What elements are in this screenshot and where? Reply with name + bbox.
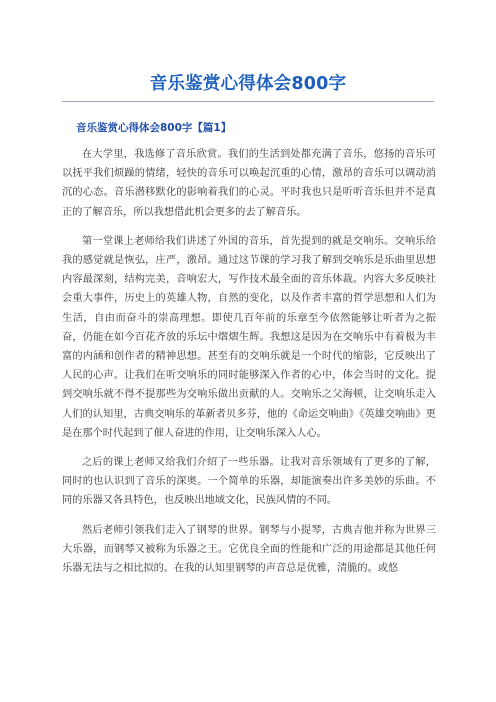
- section-heading: 音乐鉴赏心得体会800字【篇1】: [76, 122, 232, 134]
- paragraph: 第一堂课上老师给我们讲述了外国的音乐，首先提到的就是交响乐。交响乐给我的感觉就是恢弘，庄严，激昂。通过这节课的学习我了解到交响乐是乐曲里思想内容最深刻，结构完美，音响宏大，写作技术最全面的音乐体裁。内容大多反映社会重大事件，历史上的英雄人物，自然的变化，以及作者丰富的哲学思想和人们为生活，自由而奋斗的崇高理想。即使几百年前的乐章至今依然能够让听者为之振奋，仍能在如今百花齐放的乐坛中熠熠生辉。我想这是因为在交响乐中有着极为丰富的内涵和创作者的精神思想。甚至有的交响乐就是一个时代的缩影，它反映出了人民的心声。让我们在听交响乐的同时能够深入作者的心中，体会当时的文化。提到交响乐就不得不提那些为交响乐做出贡献的人。交响乐之父海顿，让交响乐走入人们的认知里，古典交响乐的革新者贝多芬，他的《命运交响曲》《英雄交响曲》更是在那个时代起到了催人奋进的作用，让交响乐深入人心。: [62, 235, 436, 439]
- paragraph: 之后的课上老师又给我们介绍了一些乐器。让我对音乐领域有了更多的了解，同时的也认识到了音乐的深奥。一个简单的乐器，却能演奏出许多美妙的乐曲。不同的乐器又各具特色，也反映出地域文化，民族风情的不同。: [62, 457, 436, 507]
- title-container: [62, 70, 434, 100]
- document-body: [62, 145, 436, 588]
- document-title: 音乐鉴赏心得体会800字: [149, 74, 347, 94]
- paragraph: 在大学里，我选修了音乐欣赏。我们的生活到处都充满了音乐，悠扬的音乐可以抚平我们烦躁的情绪，轻快的音乐可以唤起沉重的心情，激昂的音乐可以调动消沉的心态。音乐潜移默化的影响着我们的心灵。平时我也只是听听音乐但并不是真正的了解音乐，所以我想借此机会更多的去了解音乐。: [62, 149, 436, 218]
- paragraph: 然后老师引领我们走入了钢琴的世界。钢琴与小提琴，古典吉他并称为世界三大乐器，而钢琴又被称为乐器之王。它优良全面的性能和广泛的用途都是其他任何乐器无法与之相比拟的。在我的认知里钢琴的声音总是优雅，清脆的。或悠: [62, 524, 436, 575]
- title-divider: [62, 101, 434, 102]
